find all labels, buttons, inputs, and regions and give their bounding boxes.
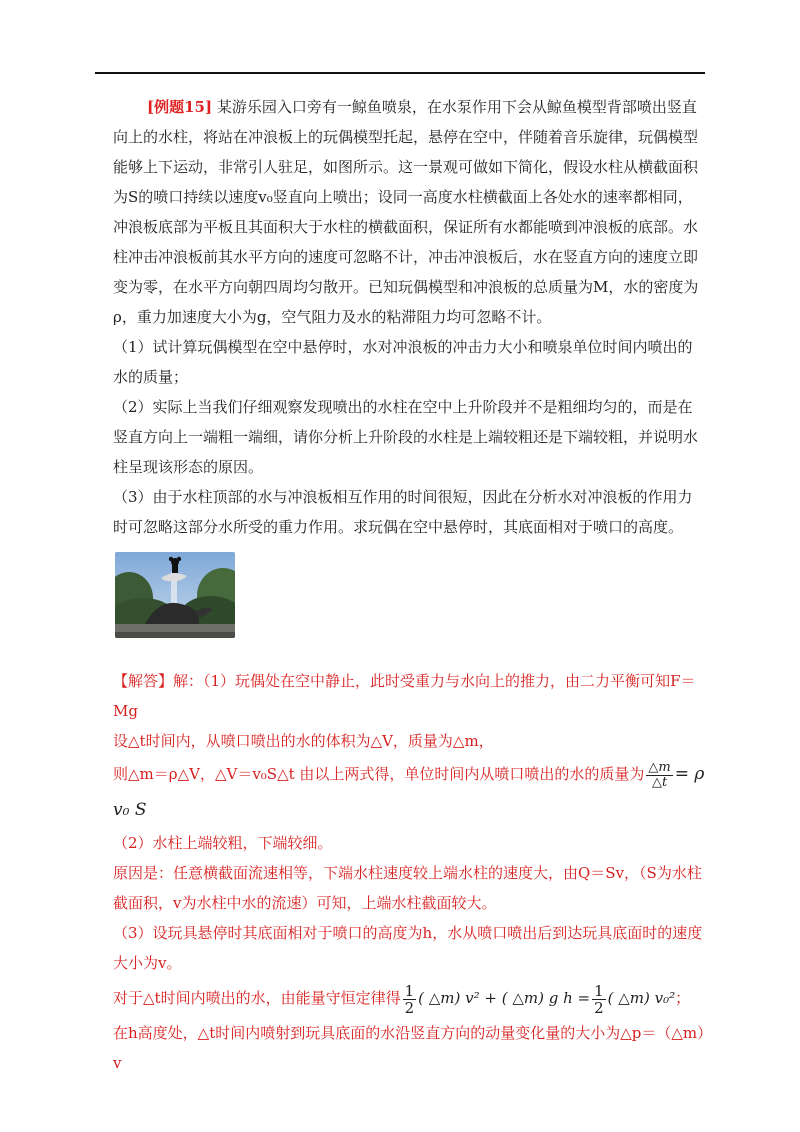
answer-line-3 [113, 756, 705, 828]
energy-equation-mid: ( △m) v² + ( △m) g h = [418, 989, 591, 1007]
energy-equation-right: ( △m) v₀² [607, 989, 676, 1007]
half-num-right: 1 [594, 981, 604, 1000]
equation-end-mark: ； [675, 989, 691, 1007]
energy-text: 对于△t时间内喷出的水，由能量守恒定律得 [113, 989, 401, 1007]
question-2: （2）实际上当我们仔细观察发现喷出的水柱在空中上升阶段并不是粗细均匀的，而是在竖直方向上一端粗一端细，请你分析上升阶段的水柱是上端较粗还是下端较粗，并说明水柱呈现该形态的原因。 [113, 398, 699, 476]
answer-label: 【解答】 [113, 672, 174, 690]
problem-intro [113, 92, 705, 332]
answer-3-line-3: 在h高度处，△t时间内喷射到玩具底面的水沿竖直方向的动量变化量的大小为△p＝（△m）v [113, 1024, 705, 1072]
answer-3-line-1: （3）设玩具悬停时其底面相对于喷口的高度为h，水从喷口喷出后到达玩具底面时的速度大小为v。 [113, 924, 703, 972]
half-fraction-left [403, 983, 417, 1016]
answer-3-text: 则△m＝ρ△V，△V＝v₀S△t 由以上两式得，单位时间内从喷口喷出的水的质量为 [113, 765, 645, 783]
header-rule [95, 72, 705, 74]
fraction-denominator: △t [651, 774, 668, 790]
answer-3-line-2 [113, 978, 705, 1018]
fraction-numerator: △m [648, 759, 671, 775]
document-body [113, 92, 705, 1078]
whale-fountain-photo [115, 552, 235, 638]
answer-2-line-2: 原因是：任意横截面流速相等，下端水柱速度较上端水柱的速度大，由Q＝Sv，（S为水柱截面积，v为水柱中水的流速）可知，上端水柱截面较大。 [113, 864, 702, 912]
mass-rate-fraction [646, 761, 672, 790]
answer-line-1 [113, 666, 705, 726]
answer-1-text: 解：（1）玩偶处在空中静止，此时受重力与水向上的推力，由二力平衡可知F＝Mg [113, 672, 696, 720]
answer-2-line-1: （2）水柱上端较粗，下端较细。 [113, 834, 333, 852]
problem-tag: [例题15] [147, 98, 213, 116]
half-den-left: 2 [404, 998, 415, 1017]
half-fraction-right [592, 983, 606, 1016]
question-3: （3）由于水柱顶部的水与冲浪板相互作用的时间很短，因此在分析水对冲浪板的作用力时可忽略这部分水所受的重力作用。求玩偶在空中悬停时，其底面相对于喷口的高度。 [113, 488, 693, 536]
half-num-left: 1 [404, 981, 415, 1000]
half-den-right: 2 [594, 998, 604, 1017]
question-1: （1）试计算玩偶模型在空中悬停时，水对冲浪板的冲击力大小和喷泉单位时间内喷出的水的质量； [113, 338, 693, 386]
answer-line-2: 设△t时间内，从喷口喷出的水的体积为△V，质量为△m， [113, 732, 494, 750]
fraction-rhs: = ρ v₀ S [113, 764, 705, 820]
problem-intro-text: 某游乐园入口旁有一鲸鱼喷泉，在水泵作用下会从鲸鱼模型背部喷出竖直向上的水柱，将站在冲浪板上的玩偶模型托起，悬停在空中，伴随着音乐旋律，玩偶模型能够上下运动，非常引人驻足，如图所示。这一景观可做如下简化，假设水柱从横截面积为S的喷口持续以速度v₀竖直向上喷出；设同一高度水柱横截面上各处水的速率都相同，冲浪板底部为平板且其面积大于水柱的横截面积，保证所有水都能喷到冲浪板的底部。水柱冲击冲浪板前其水平方向的速度可忽略不计，冲击冲浪板后，水在竖直方向的速度立即变为零，在水平方向朝四周均匀散开。已知玩偶模型和冲浪板的总质量为M，水的密度为ρ，重力加速度大小为g，空气阻力及水的粘滞阻力均可忽略不计。 [113, 98, 699, 326]
